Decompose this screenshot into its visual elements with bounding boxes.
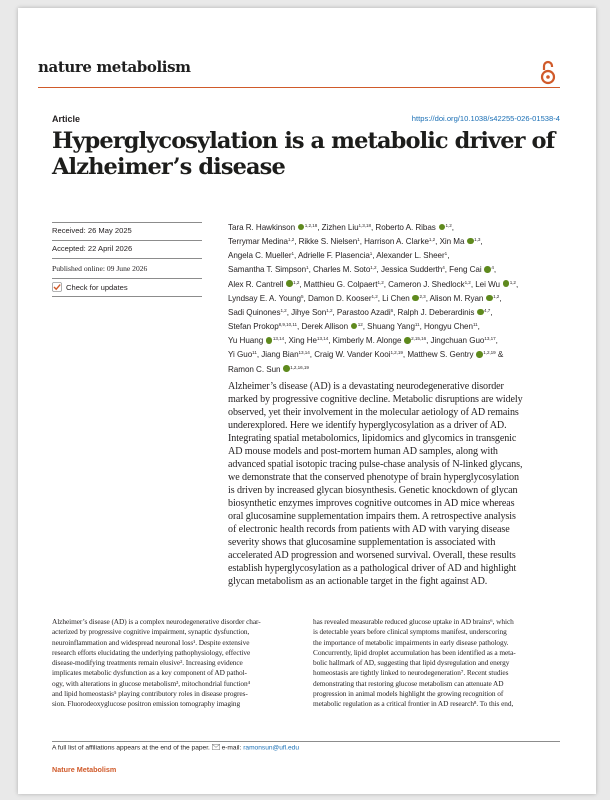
author-name[interactable]: Jihye Son xyxy=(291,307,327,317)
orcid-icon[interactable] xyxy=(486,295,493,302)
author-name[interactable]: Jessica Sudderth xyxy=(380,265,443,275)
body-text-line: Concurrently, lipid droplet accumulation has been identified as a meta- xyxy=(313,647,516,657)
author-name[interactable]: Craig W. Vander Kooi xyxy=(314,350,391,360)
author-name[interactable]: Charles M. Soto xyxy=(313,265,371,275)
author-name[interactable]: Xin Ma xyxy=(439,237,465,247)
body-text-line: metabolic regulation as a critical frontier in AD research⁸. To this end, xyxy=(313,699,514,709)
body-text-line: is detectable years before clinical symptoms manifest, underscoring xyxy=(313,627,507,637)
orcid-icon[interactable] xyxy=(351,323,358,330)
author-line: Yi Guo$^{11}$, Jiang Bian$^{13,14}$, Craig W. Vander Kooi$^{1,2,19}$, Matthew S. Gentry $^{1,2,19}$ & xyxy=(228,350,504,360)
body-text-line: neuroinflammation and widespread neuronal loss¹. Despite extensive xyxy=(52,637,250,647)
author-line xyxy=(228,362,560,376)
orcid-icon[interactable] xyxy=(477,309,484,316)
affiliation-marker: 2,15,16 xyxy=(411,336,427,342)
author-line: Lyndsay E. A. Young$^5$, Damon D. Kooser$^{1,2}$, Li Chen $^{2,3}$, Alison M. Ryan $^{1,2}$, xyxy=(228,293,502,303)
author-line: Yu Huang $^{13,14}$, Xing He$^{13,14}$, Kimberly M. Alonge $^{2,15,16}$, Jingchuan Guo$^{13,17}$, xyxy=(228,336,498,346)
published-date: Published online: 09 June 2026 xyxy=(52,264,148,273)
body-text-line: the importance of metabolic impairments in early disease pathology. xyxy=(313,637,509,647)
author-name[interactable]: Jiang Bian xyxy=(261,350,299,360)
affiliation-marker: 1 xyxy=(291,251,294,257)
orcid-icon[interactable] xyxy=(412,295,419,302)
body-text-line: Alzheimer’s disease (AD) is a complex neurodegenerative disorder char- xyxy=(52,617,261,626)
affiliation-marker: 4 xyxy=(491,265,494,271)
affiliation-marker: 13,14 xyxy=(298,350,310,356)
corresponding-email-link[interactable]: ramonsun@ufl.edu xyxy=(243,744,300,752)
history-divider xyxy=(52,278,202,279)
affiliation-marker: 1,3,18 xyxy=(358,223,371,228)
abstract-line: accelerated AD progression and worsened survival. Overall, these results xyxy=(228,550,516,561)
abstract-line: is driven by increased glycan biosynthesis. Genetic knockdown of glycan xyxy=(228,485,518,496)
author-name[interactable]: Stefan Prokop xyxy=(228,322,279,332)
author-name[interactable]: Feng Cai xyxy=(449,265,482,275)
history-divider xyxy=(52,258,202,259)
affiliation-marker: 1,2 xyxy=(445,223,452,228)
author-name[interactable]: Kimberly M. Alonge xyxy=(332,336,402,346)
author-name[interactable]: Harrison A. Clarke xyxy=(364,237,429,247)
affiliation-marker: 1,2 xyxy=(293,279,300,285)
affiliation-marker: 13,17 xyxy=(484,336,496,342)
body-text-line: acterized by progressive cognitive impairment, synaptic dysfunction, xyxy=(52,627,250,637)
orcid-icon[interactable] xyxy=(484,266,491,273)
footnote-rule xyxy=(52,741,560,742)
orcid-icon[interactable] xyxy=(503,280,510,287)
author-line: Samantha T. Simpson$^1$, Charles M. Soto$^{1,2}$, Jessica Sudderth$^4$, Feng Cai $^4$, xyxy=(228,265,497,275)
abstract-line: glycan metabolism as an actionable target in the fight against AD. xyxy=(228,576,488,587)
abstract-line: establish hyperglycosylation as a pathological driver of AD and highlight xyxy=(228,563,517,574)
check-for-updates-label: Check for updates xyxy=(66,282,128,292)
abstract xyxy=(228,380,560,588)
affiliation-marker: 1,2 xyxy=(509,279,516,285)
author-name[interactable]: Matthew S. Gentry xyxy=(407,350,474,360)
author-line: Alex R. Cantrell $^{1,2}$, Matthieu G. Colpaert$^{1,2}$, Cameron J. Shedlock$^{1,2}$, Lei Wu $^{1,2}$, xyxy=(228,279,519,289)
journal-name: nature metabolism xyxy=(38,58,191,76)
author-list xyxy=(228,220,560,376)
body-text-line: ogy, with alterations in glucose metabolism³, mitochondrial function⁴ xyxy=(52,678,251,688)
author-line: Terrymar Medina$^{1,2}$, Rikke S. Nielsen$^1$, Harrison A. Clarke$^{1,2}$, Xin Ma $^{1,3}$, xyxy=(228,237,483,247)
abstract-line: we demonstrate that the conserved phenotype of brain hyperglycosylation xyxy=(228,472,519,483)
orcid-icon[interactable] xyxy=(404,337,411,344)
author-name[interactable]: Hongyu Chen xyxy=(424,322,473,332)
affiliation-marker: 6 xyxy=(390,307,394,313)
mail-icon xyxy=(212,744,220,750)
affiliation-marker: 1,2 xyxy=(377,279,384,285)
body-column-right xyxy=(313,617,563,710)
author-name[interactable]: Xing He xyxy=(288,336,317,346)
orcid-icon[interactable] xyxy=(476,351,483,358)
author-name[interactable]: Jingchuan Guo xyxy=(430,336,485,346)
author-name[interactable]: Ramon C. Sun xyxy=(228,364,281,374)
abstract-line: advanced spatial isotopic tracing pulse-chase analysis of N-linked glycans, xyxy=(228,459,523,470)
body-text-line: sion. Fluorodeoxyglucose positron emission tomography imaging xyxy=(52,699,241,709)
author-line: Sadi Quinones$^{1,2}$, Jihye Son$^{1,2}$, Parastoo Azadi$^6$, Ralph J. Deberardinis $^{4,7}$, xyxy=(228,307,493,317)
abstract-line: underexplored. Here we identify hyperglycosylation as a driver of AD. xyxy=(228,420,507,431)
affiliation-marker: 5 xyxy=(301,293,304,299)
affiliations-note: A full list of affiliations appears at the end of the paper. xyxy=(52,744,210,752)
author-name[interactable]: Damon D. Kooser xyxy=(307,293,372,303)
check-for-updates-button[interactable] xyxy=(52,282,204,292)
author-name[interactable]: Parastoo Azadi xyxy=(336,307,391,317)
abstract-line: marked by progressive cognitive decline. Metabolic disruptions are widely xyxy=(228,394,523,405)
body-text-line: research efforts elucidating the underlying pathophysiology, effective xyxy=(52,647,251,657)
history-divider xyxy=(52,240,202,241)
history-divider xyxy=(52,222,202,223)
affiliation-marker: 1,2 xyxy=(326,307,333,313)
body-column-left xyxy=(52,617,310,710)
author-name[interactable]: Zizhen Liu xyxy=(321,223,359,232)
orcid-icon[interactable] xyxy=(283,365,290,372)
body-text-line: disease-modifying treatments remain elusive². Increasing evidence xyxy=(52,658,243,668)
author-name[interactable]: Alex R. Cantrell xyxy=(228,279,284,289)
affiliation-marker: 1,2,19 xyxy=(483,350,496,356)
header-rule xyxy=(38,87,560,88)
article-title: Hyperglycosylation is a metabolic driver of Alzheimer’s disease xyxy=(52,128,555,180)
body-text-line: has revealed measurable reduced glucose uptake in AD brains⁶, which xyxy=(313,617,514,626)
abstract-line: of electronic health records from patients with AD with varying disease xyxy=(228,524,510,535)
author-name[interactable]: Yu Huang xyxy=(228,336,264,346)
affiliation-marker: 1 xyxy=(306,265,309,271)
author-name[interactable]: Lei Wu xyxy=(475,279,500,289)
author-name[interactable]: Terrymar Medina xyxy=(228,237,288,247)
affiliation-marker: 11 xyxy=(414,322,420,328)
author-name[interactable]: Angela C. Mueller xyxy=(228,251,292,261)
affiliation-marker: 1,2 xyxy=(280,307,287,313)
affiliation-marker: 13,14 xyxy=(272,336,285,342)
received-date: Received: 26 May 2025 xyxy=(52,226,132,235)
abstract-line: Alzheimer’s disease (AD) is a devastating neurodegenerative disorder xyxy=(228,381,504,392)
orcid-icon[interactable] xyxy=(298,224,305,231)
email-label: e-mail: xyxy=(221,744,242,752)
affiliation-marker: 2,3 xyxy=(419,293,426,299)
affiliation-marker: 1 xyxy=(444,251,448,257)
author-name[interactable]: Matthieu G. Colpaert xyxy=(303,279,378,289)
affiliation-marker: 12 xyxy=(357,322,363,328)
author-name[interactable]: Ralph J. Deberardinis xyxy=(397,307,475,317)
affiliation-marker: 1,2 xyxy=(464,279,471,285)
orcid-icon[interactable] xyxy=(286,280,293,287)
abstract-line: Integrating spatial metabolomics, lipidomics and glycomics in transgenic xyxy=(228,433,517,444)
accepted-date: Accepted: 22 April 2026 xyxy=(52,244,133,253)
footer-journal-name: Nature Metabolism xyxy=(52,765,117,774)
author-name[interactable]: Rikke S. Nielsen xyxy=(298,237,358,247)
author-name[interactable]: Sadi Quinones xyxy=(228,307,281,317)
affiliation-marker: 1 xyxy=(369,251,373,257)
author-name[interactable]: Alison M. Ryan xyxy=(429,293,484,303)
orcid-icon[interactable] xyxy=(439,224,446,231)
author-name[interactable]: Tara R. Hawkinson xyxy=(228,223,296,232)
body-text-line: progression in animal models highlight the growing recognition of xyxy=(313,689,504,699)
author-name[interactable]: Alexander L. Sheer xyxy=(376,251,445,261)
body-text-line: implicates metabolic dysfunction as a key component of AD pathol- xyxy=(52,668,247,678)
author-name[interactable]: Samantha T. Simpson xyxy=(228,265,307,275)
author-name[interactable]: Adrielle F. Plasencia xyxy=(297,251,370,261)
open-access-icon xyxy=(540,60,556,86)
affiliation-marker: 1,2 xyxy=(428,237,436,243)
body-text-line: bolic hallmark of AD, suggesting that lipid dysregulation and energy xyxy=(313,658,510,668)
affiliation-marker: 1,3 xyxy=(474,237,481,243)
orcid-icon[interactable] xyxy=(467,238,474,245)
author-name[interactable]: Shuang Yang xyxy=(367,322,415,332)
author-name[interactable]: Yi Guo xyxy=(228,350,253,360)
affiliation-marker: 4 xyxy=(442,265,445,271)
body-text-line: demonstrating that restoring glucose metabolism can attenuate AD xyxy=(313,678,504,688)
author-name[interactable]: Lyndsay E. A. Young xyxy=(228,293,302,303)
abstract-line: observed, yet their involvement in the molecular aetiology of AD remains xyxy=(228,407,519,418)
affiliation-marker: 1 xyxy=(357,237,360,243)
affiliation-marker: 11 xyxy=(252,350,257,356)
affiliation-marker: 1,2 xyxy=(493,293,500,299)
orcid-icon[interactable] xyxy=(266,337,273,344)
abstract-line: severity shows that glucosamine supplementation is associated with xyxy=(228,537,496,548)
abstract-line: biosynthetic enzymes improves cognitive outcomes in AD mice whereas xyxy=(228,498,515,509)
crossmark-icon xyxy=(52,282,62,292)
body-text-line: homeostasis are tightly linked to neurodegeneration⁷. Recent studies xyxy=(313,668,509,678)
author-line: Stefan Prokop$^{8,9,10,11}$, Derek Allison $^{12}$, Shuang Yang$^{11}$, Hongyu Chen$^{11}$, xyxy=(228,322,480,332)
affiliation-marker: 1,2,16,19 xyxy=(290,364,309,370)
affiliation-marker: 11 xyxy=(472,322,478,328)
body-text-line: and lipid homeostasis⁵ playing contributory roles in disease progres- xyxy=(52,689,248,699)
affiliation-marker: 8,9,10,11 xyxy=(278,322,298,328)
affiliation-marker: 1,2 xyxy=(371,293,378,299)
affiliation-marker: 1,2 xyxy=(287,237,295,243)
affiliation-marker: 1,2,19 xyxy=(390,350,403,356)
abstract-line: oral glucosamine supplementation impairs them. A retrospective analysis xyxy=(228,511,516,522)
footnote xyxy=(52,744,299,752)
affiliation-marker: 4,7 xyxy=(484,307,491,313)
author-name[interactable]: Li Chen xyxy=(382,293,410,303)
author-line: Angela C. Mueller$^1$, Adrielle F. Plasencia$^1$, Alexander L. Sheer$^1$, xyxy=(228,251,450,261)
affiliation-marker: 1,2 xyxy=(370,265,377,271)
article-type-label: Article xyxy=(52,114,81,124)
affiliation-marker: 13,14 xyxy=(316,336,329,342)
affiliation-marker: 1,2,18 xyxy=(304,223,318,228)
history-divider xyxy=(52,296,202,297)
author-name[interactable]: Cameron J. Shedlock xyxy=(388,279,465,289)
author-name[interactable]: Derek Allison xyxy=(301,322,349,332)
author-line: Tara R. Hawkinson $^{1,2,18}$, Zizhen Liu$^{1,3,18}$, Roberto A. Ribas $^{1,2}$, xyxy=(228,223,454,232)
author-name[interactable]: Roberto A. Ribas xyxy=(375,223,436,232)
doi-link[interactable]: https://doi.org/10.1038/s42255-026-01538-4 xyxy=(411,114,560,123)
abstract-line: AD mouse models and post-mortem human AD samples, along with xyxy=(228,446,498,457)
